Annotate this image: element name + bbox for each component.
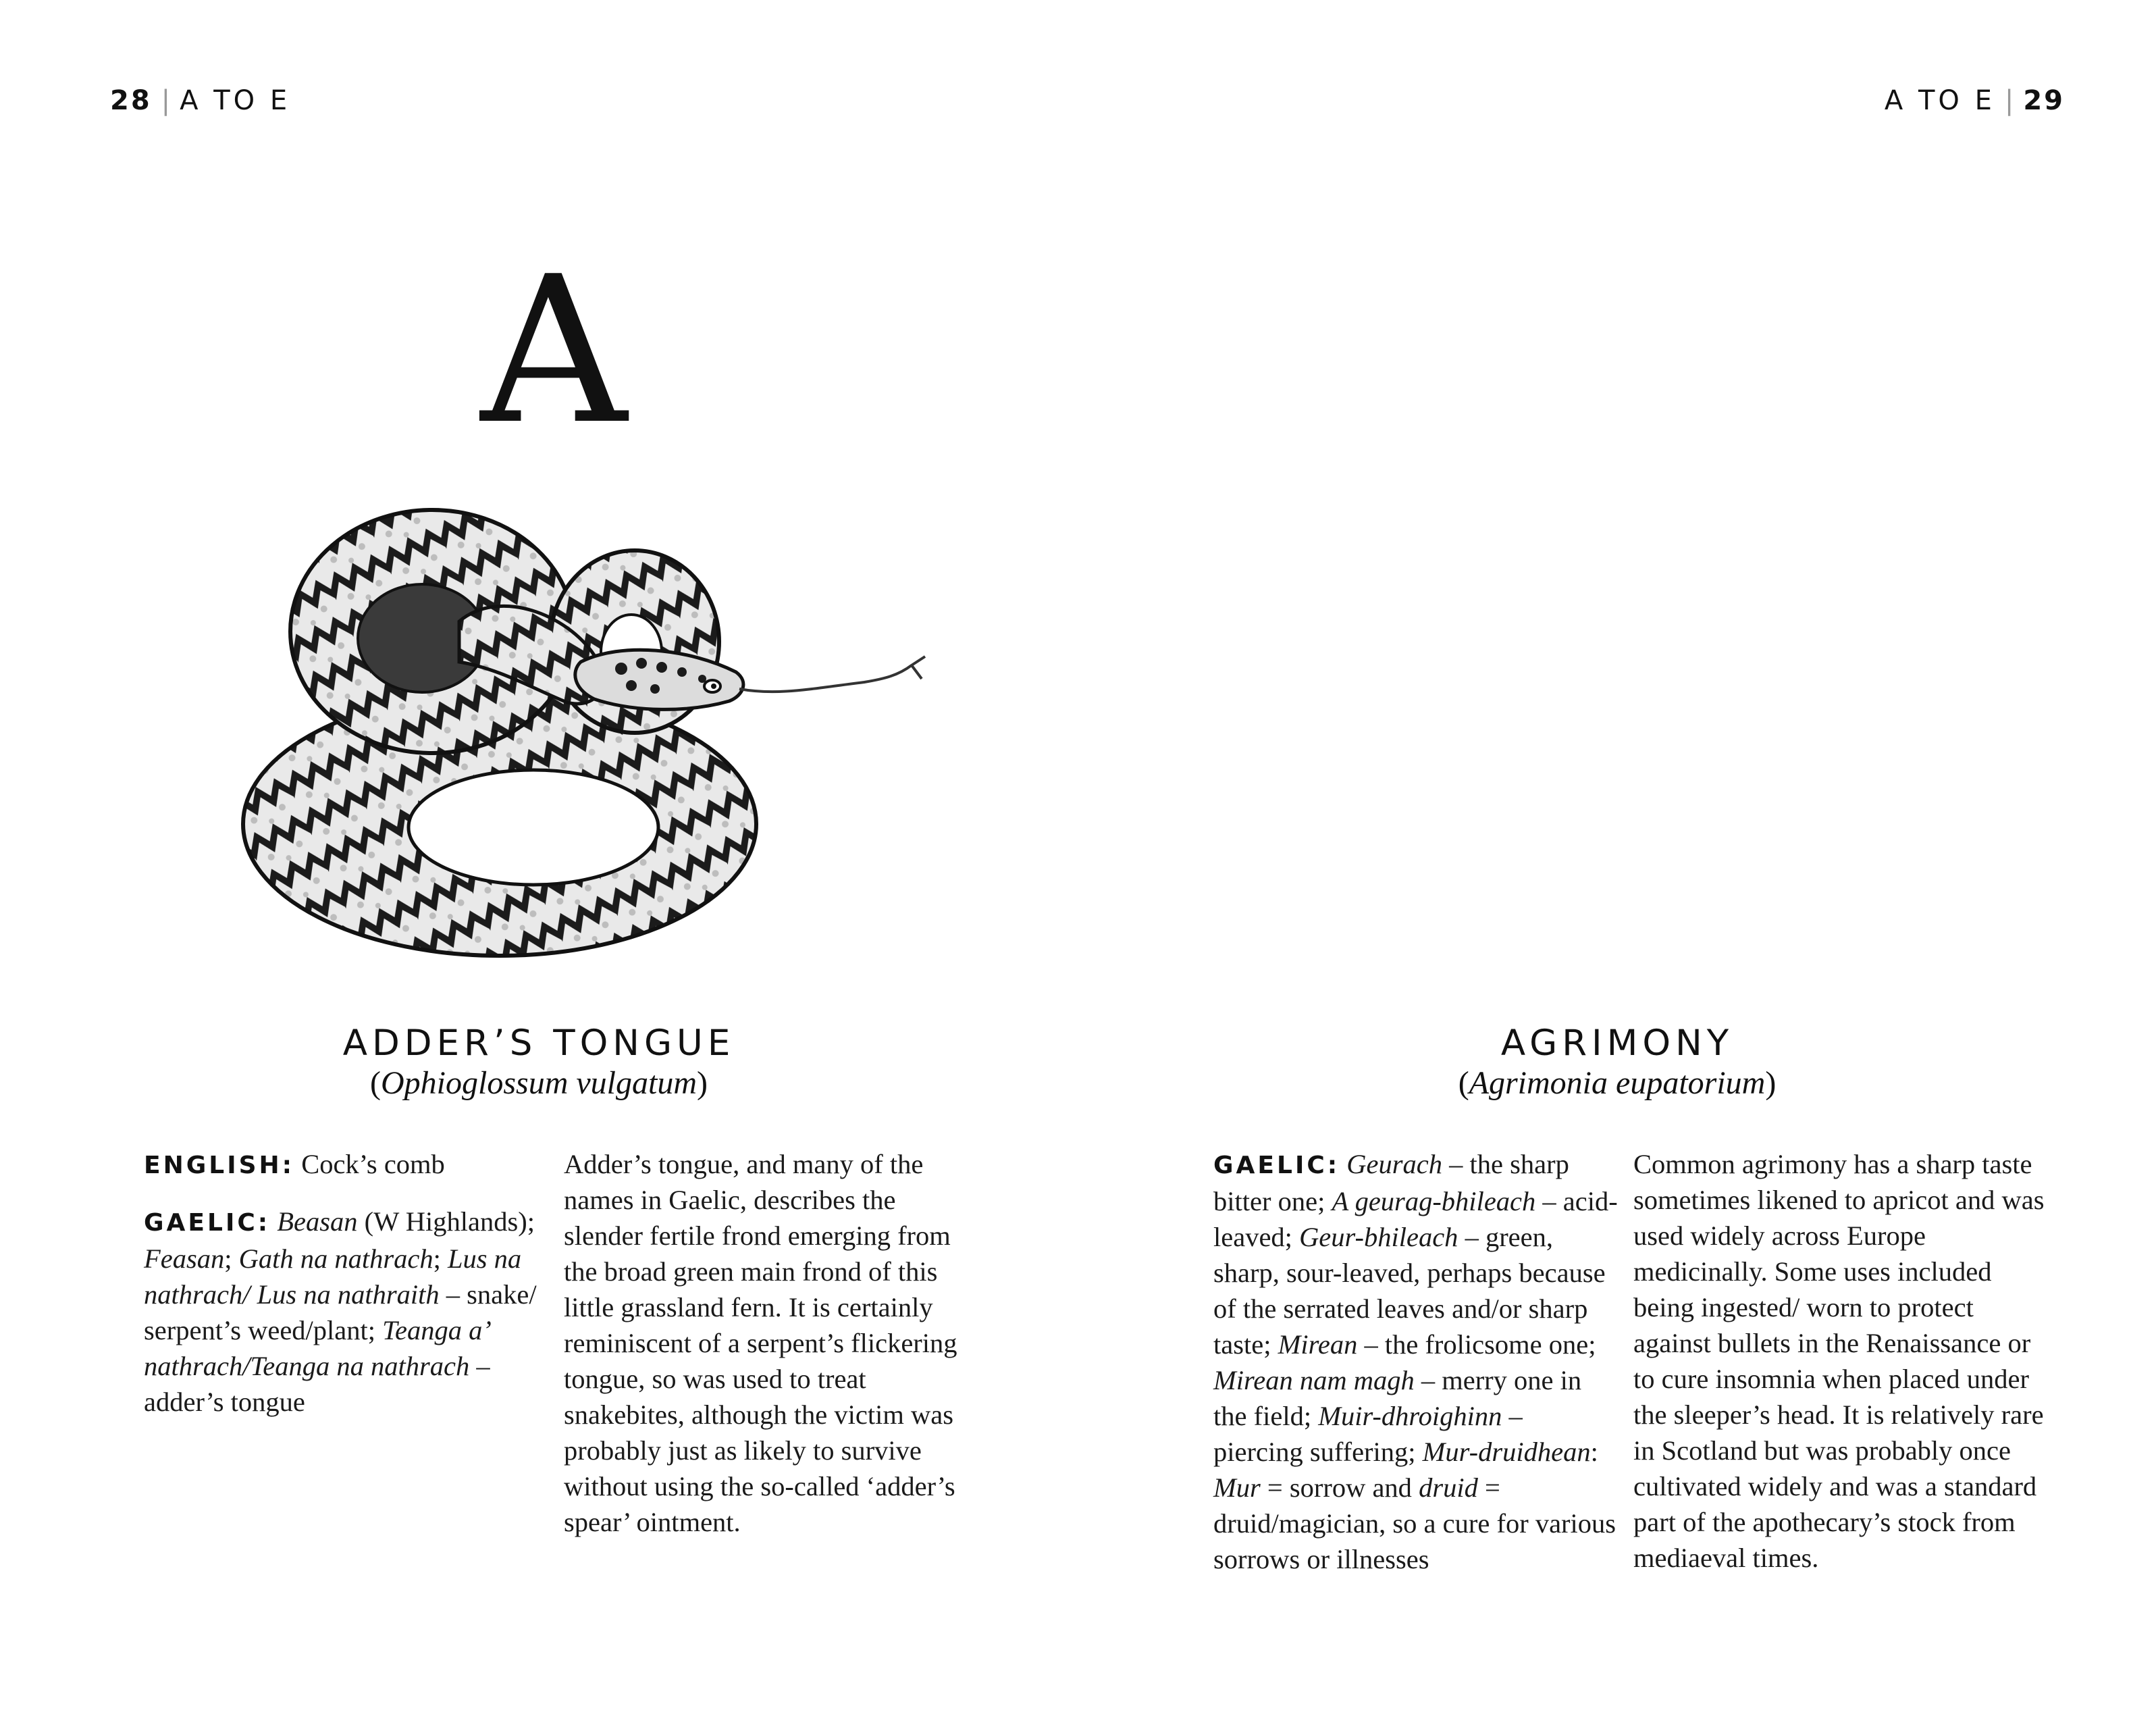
gaelic-name-run: – the sharp bitter one;	[1213, 1149, 1569, 1216]
gaelic-name-run: Mur-druidhean	[1422, 1437, 1591, 1467]
gaelic-name-run	[1340, 1149, 1346, 1179]
entry-title: ADDER’S TONGUE	[342, 1023, 735, 1064]
gaelic-name-run: Lus na nathrach/ Lus na nathraith	[144, 1243, 522, 1310]
entry-title: AGRIMONY	[1500, 1023, 1734, 1064]
gaelic-name-run	[270, 1206, 277, 1237]
folio-left: 28 | A TO E	[110, 85, 291, 116]
gaelic-names: GAELIC: Geurach – the sharp bitter one; A geurag-bhileach – acid-leaved; Geur-bhileach – green, sharp, sour-leaved, perhaps because of the serrated leaves and/or sharp taste; Mirean – the frolicsome one; Mirean nam magh – merry one in the field; Muir-dhroighinn – piercing suffering; Mur-druidhean: Mur = sorrow and druid = druid/magician, so a cure for various sorrows or illnesses	[1213, 1149, 1618, 1574]
adder-illustration	[216, 486, 966, 986]
english-names: ENGLISH: Cock’s comb	[144, 1149, 445, 1179]
entry-description: Common agrimony has a sharp taste sometimes likened to apricot and was used widely across Europe medicinally. Some uses included being ingested/ worn to protect against bullets in the Renaissance or to cure insomnia when placed under the sleeper’s head. It is relatively rare in Scotland but was probably once cultivated widely and was a standard part of the apothecary’s stock from mediaeval times.	[1633, 1149, 2045, 1573]
gaelic-name-run: – green, sharp, sour-leaved, perhaps because of the serrated leaves and/or sharp taste;	[1213, 1222, 1606, 1360]
entry-description: Adder’s tongue, and many of the names in Gaelic, describes the slender fertile frond emerging from the broad green main frond of this little grassland fern. It is certainly reminiscent of a serpent’s flickering tongue, so was used to treat snakebites, although the victim was probably just as likely to survive without using the so-called ‘adder’s spear’ ointment.	[564, 1149, 957, 1537]
gaelic-name-run: – acid-leaved;	[1213, 1186, 1618, 1252]
gaelic-name-run: – merry one in the field;	[1213, 1365, 1582, 1431]
gaelic-name-run: Teanga a’ nathrach/Teanga na nathrach	[144, 1315, 489, 1381]
gaelic-name-run: – adder’s tongue	[144, 1351, 490, 1417]
section-letter: A	[480, 233, 627, 469]
page-number: 29	[2023, 85, 2065, 116]
entry-latin-name: (Ophioglossum vulgatum)	[370, 1064, 708, 1101]
entry-header-adders-tongue	[0, 1023, 1078, 1102]
gaelic-name-run: Geurach	[1346, 1149, 1442, 1179]
gaelic-name-run: ;	[433, 1243, 448, 1274]
gaelic-name-run: A geurag-bhileach	[1332, 1186, 1536, 1216]
gaelic-names: GAELIC: Beasan (W Highlands); Feasan; Gath na nathrach; Lus na nathrach/ Lus na nathraith – snake/ serpent’s weed/plant; Teanga a’ nathrach/Teanga na nathrach – adder’s tongue	[144, 1206, 537, 1417]
running-head: A TO E	[1884, 85, 1995, 116]
entry-header-agrimony	[1078, 1023, 2156, 1102]
gaelic-name-run: Gath na nathrach	[238, 1243, 433, 1274]
description-column	[564, 1146, 969, 1560]
gaelic-name-run: ;	[224, 1243, 239, 1274]
folio-right: A TO E | 29	[1884, 85, 2065, 116]
gaelic-name-run: :	[1590, 1437, 1598, 1467]
gaelic-name-run: (W Highlands);	[357, 1206, 535, 1237]
page-number: 28	[110, 85, 152, 116]
gaelic-name-run: Feasan	[144, 1243, 225, 1274]
names-column	[1213, 1146, 1619, 1597]
gaelic-name-run: Beasan	[277, 1206, 358, 1237]
gaelic-name-run: – snake/ serpent’s weed/plant;	[144, 1279, 537, 1345]
description-column	[1633, 1146, 2045, 1596]
gaelic-name-run: – piercing suffering;	[1213, 1401, 1523, 1467]
gaelic-name-run: Muir-dhroighinn	[1318, 1401, 1502, 1431]
gaelic-name-run: Geur-bhileach	[1299, 1222, 1458, 1252]
right-page	[1078, 0, 2156, 1725]
gaelic-name-run: = druid/magician, so a cure for various sorrows or illnesses	[1213, 1472, 1616, 1574]
names-column	[144, 1146, 539, 1440]
gaelic-name-run: Mirean	[1278, 1329, 1358, 1360]
gaelic-name-run: druid	[1419, 1472, 1478, 1503]
gaelic-name-run: Mur	[1213, 1472, 1261, 1503]
entry-latin-name: (Agrimonia eupatorium)	[1458, 1064, 1777, 1101]
gaelic-name-run: Mirean nam magh	[1213, 1365, 1415, 1395]
gaelic-name-run: = sorrow and	[1260, 1472, 1419, 1503]
gaelic-name-run: – the frolicsome one;	[1357, 1329, 1596, 1360]
running-head: A TO E	[180, 85, 291, 116]
